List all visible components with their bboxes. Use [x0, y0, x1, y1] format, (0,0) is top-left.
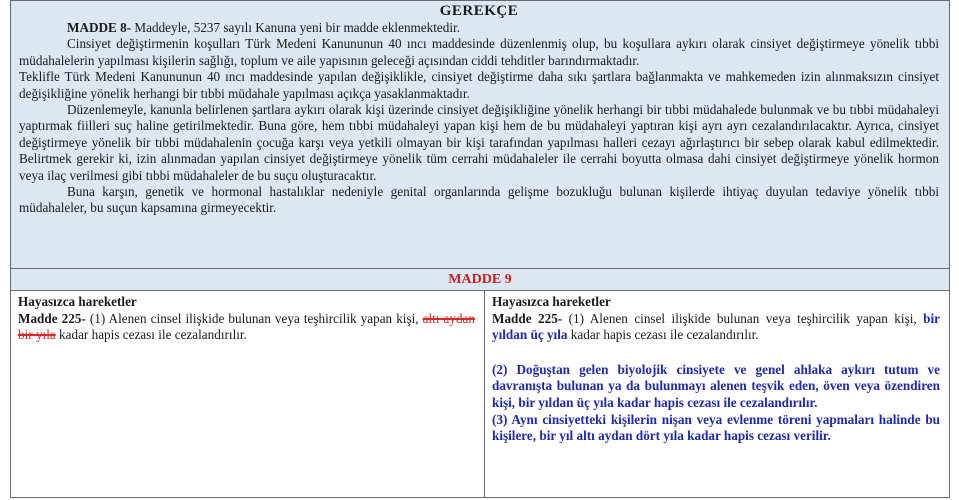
proposed-law-heading: Hayasızca hareketler	[492, 294, 611, 309]
current-law-text	[18, 311, 475, 344]
proposed-text-after: kadar hapis cezası ile cezalandırılır.	[567, 327, 759, 343]
struck-penalty: altı aydan bir yıla	[18, 310, 475, 343]
gerekce-paragraph-3: Teklifle Türk Medeni Kanununun 40 ıncı maddesinde yapılan değişiklikle, cinsiyet değiştirme daha sıkı şartlara bağlanmakta ve mahkemeden izin alınmaksızın cinsiyet değişikliğine yönelik herhangi bir tıbbi müdahale yapılması açıkça yasaklanmaktadır.	[19, 69, 939, 101]
gerekce-paragraph-2: Cinsiyet değiştirmenin koşulları Türk Medeni Kanununun 40 ıncı maddesinde düzenlenmiş olup, bu koşullara aykırı olarak cinsiyet değiştirmeye yönelik tıbbi müdahalelerin yapılması kişilerin sağlığı, toplum ve aile yapısının geleceği açısından ciddi tehditler barındırmaktadır.	[19, 36, 939, 68]
madde-8-text: Maddeyle, 5237 sayılı Kanuna yeni bir madde eklenmektedir.	[131, 20, 460, 35]
proposed-law-column	[485, 291, 949, 498]
madde-8-label: MADDE 8-	[67, 20, 132, 35]
current-text-after: kadar hapis cezası ile cezalandırılır.	[55, 327, 247, 343]
proposed-law-text	[492, 311, 940, 344]
gerekce-paragraph-5: Buna karşın, genetik ve hormonal hastalıklar nedeniyle genital organlarında gelişme bozukluğu bulunan kişilerde ihtiyaç duyulan tedaviye yönelik tıbbi müdahaleler, bu suçun kapsamına girmeyecektir.	[19, 184, 939, 216]
current-law-heading: Hayasızca hareketler	[18, 294, 137, 309]
new-penalty: bir yıldan üç yıla	[492, 310, 940, 343]
gerekce-title: GEREKÇE	[439, 3, 519, 19]
gerekce-paragraph-4: Düzenlemeyle, kanunla belirlenen şartlara aykırı olarak kişi üzerinde cinsiyet değişikliğine yönelik herhangi bir tıbbi müdahalede bulunmak ve bu tıbbi müdahaleyi yaptırmak fiilleri suç haline getirilmektedir. Buna göre, hem tıbbi müdahaleyi yapan kişi hem de bu müdahaleyi yaptıran kişi ayrı ayrı cezalandırılacaktır. Ayrıca, cinsiyet değiştirmeye yönelik bir tıbbi müdahalenin çocuğa karşı veya yetkili olmayan bir kişi tarafından yapılması halleri cezayı ağırlaştırıcı bir sebep olarak kabul edilmektedir. Belirtmek gerekir ki, izin alınmadan yapılan cinsiyet değiştirmeye yönelik tüm cerrahi müdahaleler ile cerrahi boyutta olmasa dahi cinsiyet değiştirmeye yönelik hormon veya ilaç verilmesi gibi tıbbi müdahaleler de bu suçu oluşturacaktır.	[19, 102, 939, 183]
document-frame	[10, 0, 950, 498]
madde-9-header: MADDE 9	[11, 269, 949, 291]
proposed-paragraph-2: (2) Doğuştan gelen biyolojik cinsiyete ve genel ahlaka aykırı tutum ve davranışta bulunan ya da bulunmayı alenen teşvik eden, öven veya özendiren kişi, bir yıldan üç yıla kadar hapis cezası ile cezalandırılır.	[492, 361, 940, 410]
current-law-column	[11, 291, 485, 498]
current-article-label: Madde 225-	[18, 310, 86, 326]
gerekce-paragraph-1	[19, 20, 939, 36]
gerekce-section	[11, 1, 949, 269]
current-text-before: (1) Alenen cinsel ilişkide bulunan veya teşhircilik yapan kişi,	[85, 310, 423, 326]
proposed-article-label: Madde 225-	[492, 310, 563, 326]
proposed-text-before: (1) Alenen cinsel ilişkide bulunan veya teşhircilik yapan kişi,	[562, 310, 924, 326]
proposed-paragraph-3: (3) Aynı cinsiyetteki kişilerin nişan veya evlenme töreni yapmaları halinde bu kişilere, bir yıl altı aydan dört yıla kadar hapis cezası verilir.	[492, 411, 940, 444]
